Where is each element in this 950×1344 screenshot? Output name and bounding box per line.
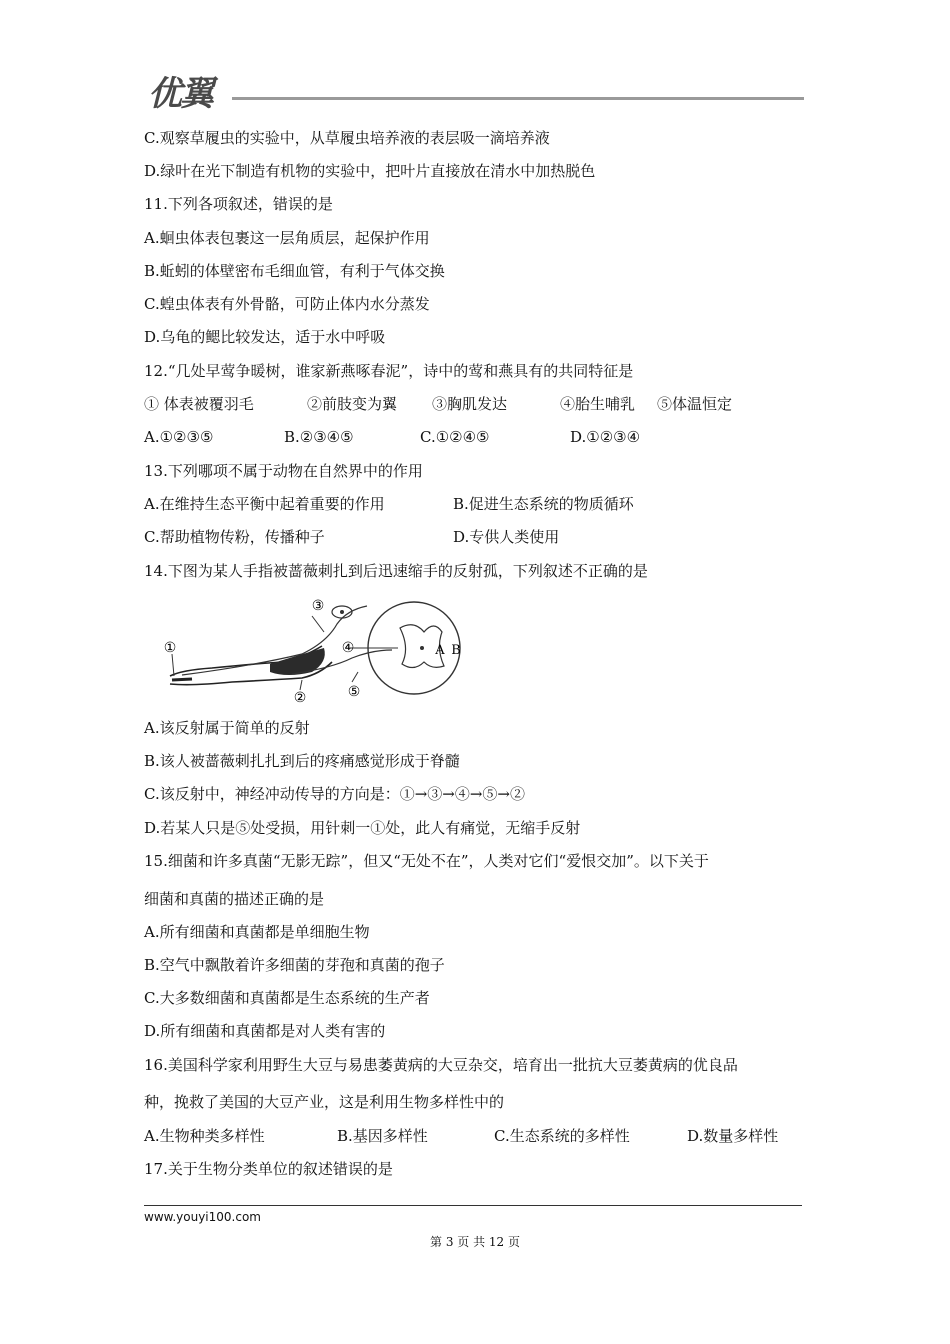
q15-stem-line2: 细菌和真菌的描述正确的是 [144, 890, 325, 908]
q11-stem: 11.下列各项叙述，错误的是 [144, 195, 333, 213]
figure-label-4: ④ [341, 640, 355, 656]
q17-stem: 17.关于生物分类单位的叙述错误的是 [144, 1160, 393, 1178]
q11-option-d: D.乌龟的鳃比较发达，适于水中呼吸 [144, 328, 386, 346]
q14-stem: 14.下图为某人手指被蔷薇刺扎到后迅速缩手的反射孤，下列叙述不正确的是 [144, 562, 648, 580]
figure-label-b: B [451, 643, 461, 658]
figure-label-a: A [435, 643, 445, 658]
figure-label-3: ③ [311, 598, 325, 614]
feature-3: ③胸肌发达 [432, 395, 508, 413]
reflex-arc-figure [152, 592, 472, 707]
feature-1: ① 体表被覆羽毛 [144, 395, 254, 413]
q13-option-a: A.在维持生态平衡中起着重要的作用 [144, 495, 385, 513]
q16-option-a: A.生物种类多样性 [144, 1127, 265, 1145]
footer-rule [144, 1205, 802, 1206]
figure-label-5: ⑤ [347, 684, 361, 700]
header-rule [232, 97, 804, 100]
q13-option-b: B.促进生态系统的物质循环 [453, 495, 634, 513]
q14-option-c: C.该反射中，神经冲动传导的方向是：①→③→④→⑤→② [144, 785, 525, 803]
q12-option-d: D.①②③④ [570, 428, 641, 446]
page-number: 第 3 页 共 12 页 [430, 1235, 520, 1249]
figure-label-2: ② [293, 690, 307, 706]
q12-stem: 12.“几处早莺争暖树，谁家新燕啄春泥”，诗中的莺和燕具有的共同特征是 [144, 362, 634, 380]
q12-option-a: A.①②③⑤ [144, 428, 214, 446]
footer-url: www.youyi100.com [144, 1210, 261, 1224]
q15-option-d: D.所有细菌和真菌都是对人类有害的 [144, 1022, 386, 1040]
feature-4: ④胎生哺乳 [560, 395, 636, 413]
q13-stem: 13.下列哪项不属于动物在自然界中的作用 [144, 462, 423, 480]
youyi-logo: 优翼 [148, 74, 212, 114]
q12-option-b: B.②③④⑤ [284, 428, 354, 446]
q11-option-b: B.蚯蚓的体壁密布毛细血管，有利于气体交换 [144, 262, 445, 280]
q16-options [144, 1126, 804, 1146]
q12-option-c: C.①②④⑤ [420, 428, 490, 446]
q14-option-b: B.该人被蔷薇刺扎扎到后的疼痛感觉形成于脊髓 [144, 752, 460, 770]
q16-stem-line1: 16.美国科学家利用野生大豆与易患萎黄病的大豆杂交，培育出一批抗大豆萎黄病的优良品 [144, 1056, 738, 1074]
q15-option-c: C.大多数细菌和真菌都是生态系统的生产者 [144, 989, 430, 1007]
q10-option-c: C.观察草履虫的实验中，从草履虫培养液的表层吸一滴培养液 [144, 129, 550, 147]
q10-option-d: D.绿叶在光下制造有机物的实验中，把叶片直接放在清水中加热脱色 [144, 162, 596, 180]
q11-option-a: A.蛔虫体表包裹这一层角质层，起保护作用 [144, 229, 430, 247]
q13-option-c: C.帮助植物传粉，传播种子 [144, 528, 325, 546]
q13-option-d: D.专供人类使用 [453, 528, 560, 546]
q13-options-row2 [144, 527, 804, 547]
feature-2: ②前肢变为翼 [307, 395, 398, 413]
q14-option-d: D.若某人只是⑤处受损，用针刺一①处，此人有痛觉，无缩手反射 [144, 819, 581, 837]
figure-label-1: ① [163, 640, 177, 656]
q12-options [144, 427, 804, 447]
q11-option-c: C.蝗虫体表有外骨骼，可防止体内水分蒸发 [144, 295, 430, 313]
q13-options-row1 [144, 494, 804, 514]
q12-features [144, 394, 804, 414]
q16-option-c: C.生态系统的多样性 [494, 1127, 630, 1145]
q16-option-d: D.数量多样性 [687, 1127, 779, 1145]
q15-option-b: B.空气中飘散着许多细菌的芽孢和真菌的孢子 [144, 956, 445, 974]
q14-option-a: A.该反射属于简单的反射 [144, 719, 310, 737]
q15-stem-line1: 15.细菌和许多真菌“无影无踪”，但又“无处不在”，人类对它们“爱恨交加”。以下关于 [144, 852, 709, 870]
feature-5: ⑤体温恒定 [657, 395, 733, 413]
q16-stem-line2: 种，挽救了美国的大豆产业，这是利用生物多样性中的 [144, 1093, 505, 1111]
q15-option-a: A.所有细菌和真菌都是单细胞生物 [144, 923, 370, 941]
q16-option-b: B.基因多样性 [337, 1127, 428, 1145]
